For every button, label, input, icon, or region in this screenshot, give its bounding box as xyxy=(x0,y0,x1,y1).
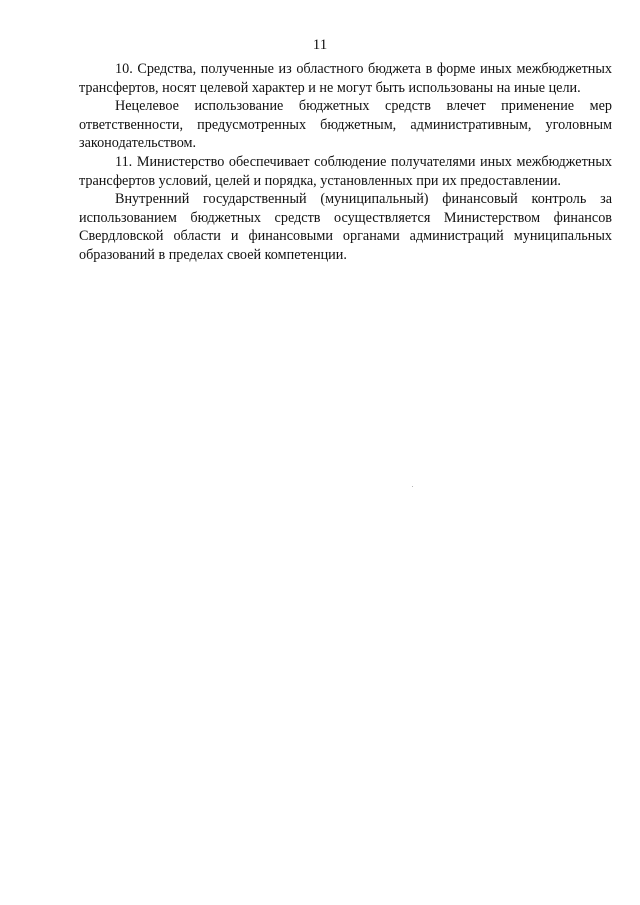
paragraph-11-ministry-compliance: 11. Министерство обеспечивает соблюдение получателями иных межбюджетных трансфертов условий, целей и порядка, установленных при их предоставлении. xyxy=(79,153,612,189)
paragraph-10-funds-purpose: 10. Средства, полученные из областного бюджета в форме иных межбюджетных трансфертов, носят целевой характер и не могут быть использованы на иные цели. xyxy=(79,61,612,96)
page-number: 11 xyxy=(312,37,328,53)
scan-speck xyxy=(412,486,413,487)
paragraph-financial-control: Внутренний государственный (муниципальный) финансовый контроль за использованием бюджетных средств осуществляется Министерством финансов Свердловской области и финансовыми органами администраций муниципальных образований в пределах своей компетенции. xyxy=(79,191,612,263)
document-body xyxy=(79,60,612,265)
paragraph-misuse-liability: Нецелевое использование бюджетных средств влечет применение мер ответственности, предусмотренных бюджетным, административным, уголовным законодательством. xyxy=(79,98,612,152)
